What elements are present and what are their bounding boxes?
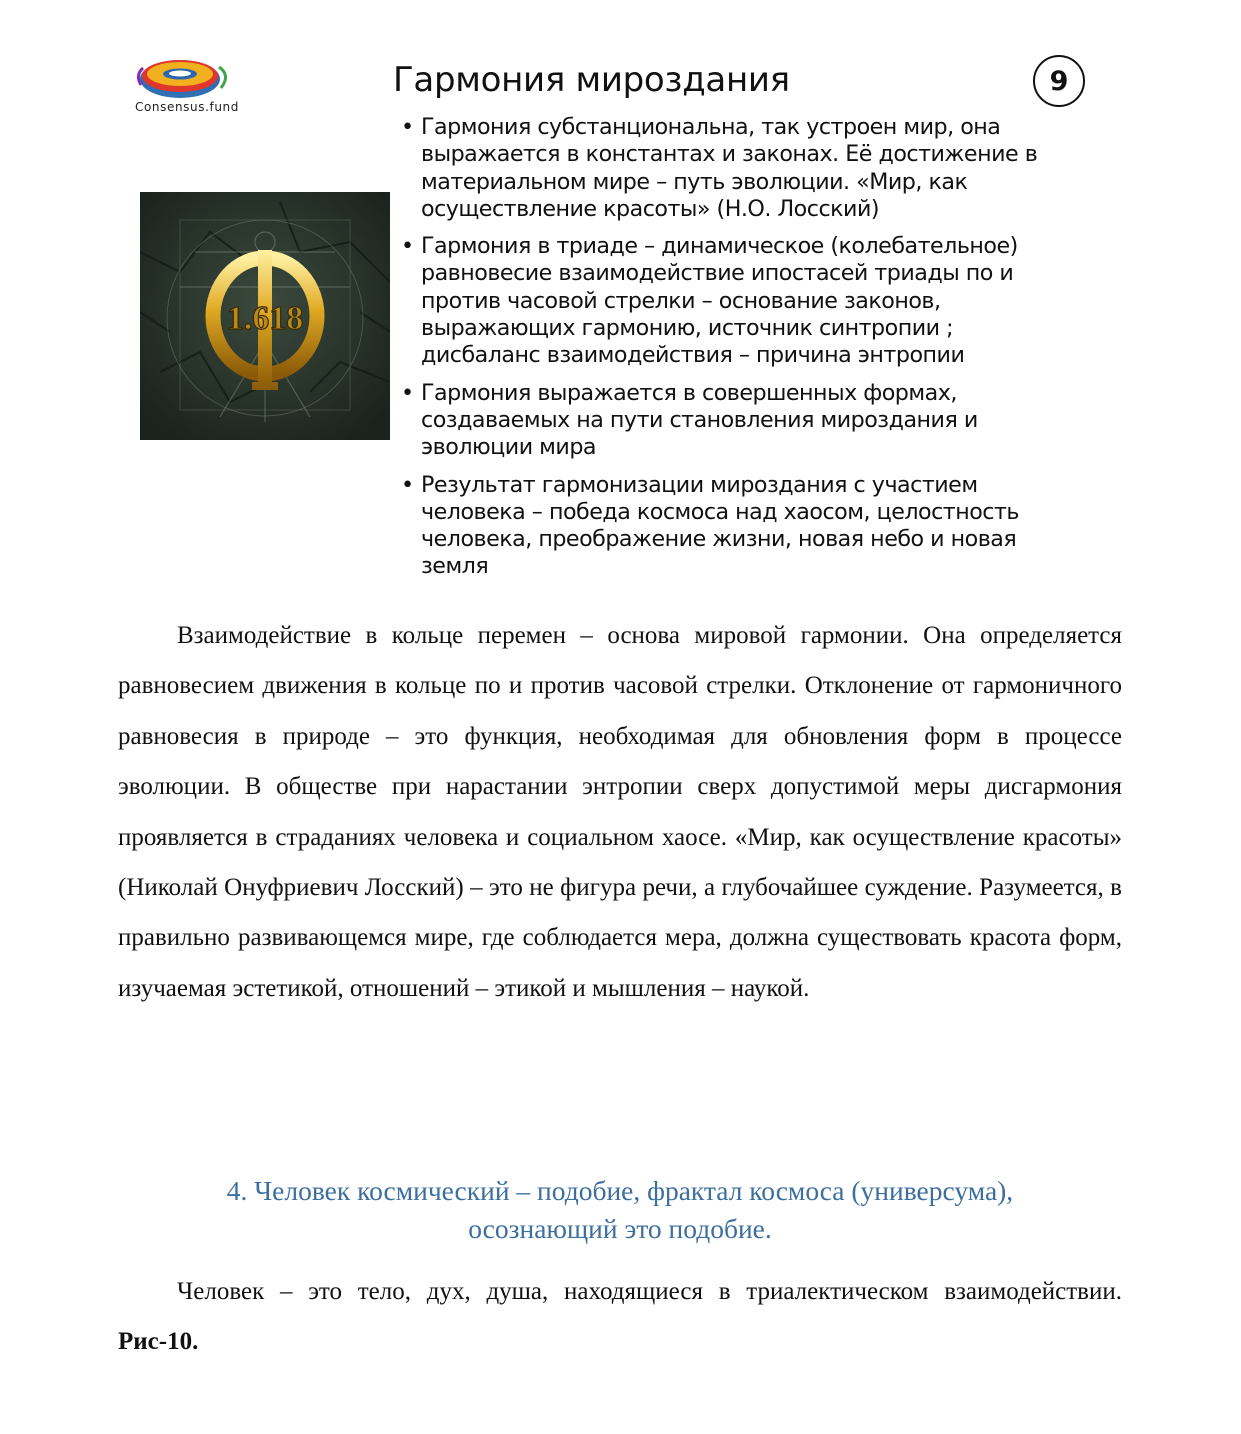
section-heading [118, 1172, 1122, 1248]
slide-title: Гармония мироздания [393, 60, 790, 100]
logo-text: Consensus.fund [135, 100, 239, 114]
bullet-item: • Гармония в триаде – динамическое (колебательное) равновесие взаимодействие ипостасей триады по и против часовой стрелки – основание законов, выражающих гармонию, источник синтропии ; дисбаланс взаимодействия – причина энтропии [401, 233, 1018, 369]
section-heading-line: осознающий это подобие. [468, 1213, 772, 1244]
section-heading-line: 4. Человек космический – подобие, фрактал космоса (универсума), [226, 1175, 1014, 1206]
page-number-badge [1033, 55, 1085, 107]
golden-ratio-label: 1.618 [226, 300, 304, 337]
bullet-item: • Гармония выражается в совершенных формах, создаваемых на пути становления мироздания и эволюции мира [401, 379, 978, 461]
bullet-item: • Гармония субстанциональна, так устроен мир, она выражается в константах и законах. Её достижение в материальном мире – путь эволюции. «Мир, как осуществление красоты» (Н.О. Лосский) [401, 114, 1038, 222]
body-paragraph: Взаимодействие в кольце перемен – основа мировой гармонии. Она определяется равновесием движения в кольце по и против часовой стрелки. Отклонение от гармоничного равновесия в природе – это функция, необходимая для обновления форм в процессе эволюции. В обществе при нарастании энтропии сверх допустимой меры дисгармония проявляется в страданиях человека и социальном хаосе. «Мир, как осуществление красоты» (Николай Онуфриевич Лосский) – это не фигура речи, а глубочайшее суждение. Разумеется, в правильно развивающемся мире, где соблюдается мера, должна существовать красота форм, изучаемая эстетикой, отношений – этикой и мышления – наукой. [118, 622, 1122, 1002]
ring-logo-icon [135, 55, 233, 99]
body-paragraph: Человек – это тело, дух, душа, находящиеся в триалектическом взаимодействии. Рис-10. [118, 1278, 1122, 1356]
figure-reference: Рис-10. [118, 1328, 199, 1356]
consensus-logo [132, 55, 247, 117]
golden-ratio-image [140, 192, 390, 440]
bullet-list [398, 114, 1078, 591]
bullet-item: • Результат гармонизации мироздания с участием человека – победа космоса над хаосом, целостность человека, преображение жизни, новая небо и новая земля [401, 471, 1020, 580]
page-number: 9 [1049, 65, 1069, 97]
